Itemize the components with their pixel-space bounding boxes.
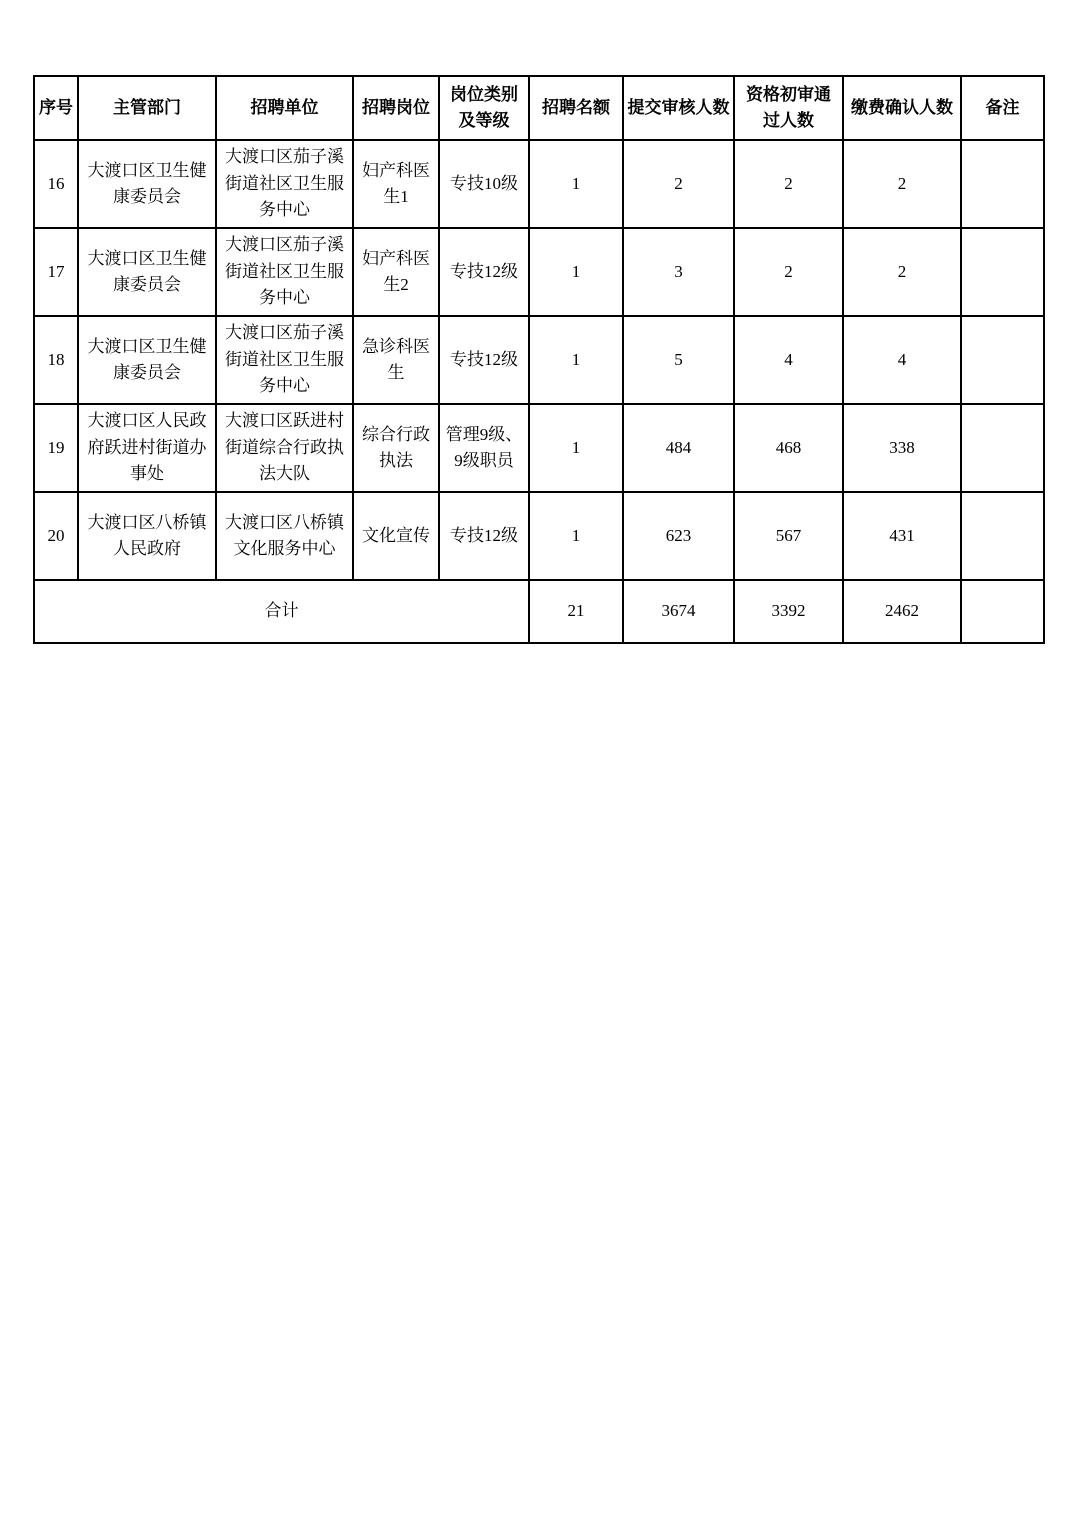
col-header-supervising-department: 主管部门	[78, 76, 216, 140]
cell-supervising-department: 大渡口区人民政府跃进村街道办事处	[78, 404, 216, 492]
cell-preliminary-pass-count: 468	[734, 404, 843, 492]
cell-recruiting-unit: 大渡口区茄子溪街道社区卫生服务中心	[216, 140, 353, 228]
cell-recruiting-post: 综合行政执法	[353, 404, 439, 492]
cell-submitted-count: 2	[623, 140, 734, 228]
recruitment-stats-table	[33, 75, 1045, 644]
cell-submitted-count: 5	[623, 316, 734, 404]
table-row	[34, 492, 1044, 580]
col-header-serial-number: 序号	[34, 76, 78, 140]
col-header-recruiting-post: 招聘岗位	[353, 76, 439, 140]
total-submitted-count: 3674	[623, 580, 734, 643]
cell-recruiting-unit: 大渡口区茄子溪街道社区卫生服务中心	[216, 316, 353, 404]
cell-supervising-department: 大渡口区卫生健康委员会	[78, 316, 216, 404]
cell-payment-confirmed-count: 2	[843, 228, 961, 316]
cell-post-category-grade: 专技12级	[439, 228, 529, 316]
cell-payment-confirmed-count: 431	[843, 492, 961, 580]
cell-recruiting-quota: 1	[529, 404, 623, 492]
cell-recruiting-post: 急诊科医生	[353, 316, 439, 404]
total-row	[34, 580, 1044, 643]
cell-recruiting-post: 妇产科医生1	[353, 140, 439, 228]
cell-preliminary-pass-count: 567	[734, 492, 843, 580]
col-header-recruiting-unit: 招聘单位	[216, 76, 353, 140]
cell-post-category-grade: 专技10级	[439, 140, 529, 228]
cell-submitted-count: 484	[623, 404, 734, 492]
cell-submitted-count: 623	[623, 492, 734, 580]
total-payment-confirmed-count: 2462	[843, 580, 961, 643]
cell-post-category-grade: 专技12级	[439, 492, 529, 580]
table-row	[34, 140, 1044, 228]
cell-preliminary-pass-count: 2	[734, 140, 843, 228]
cell-payment-confirmed-count: 4	[843, 316, 961, 404]
cell-remarks	[961, 492, 1044, 580]
cell-recruiting-quota: 1	[529, 316, 623, 404]
cell-recruiting-unit: 大渡口区茄子溪街道社区卫生服务中心	[216, 228, 353, 316]
total-recruiting-quota: 21	[529, 580, 623, 643]
col-header-submitted-count: 提交审核人数	[623, 76, 734, 140]
col-header-recruiting-quota: 招聘名额	[529, 76, 623, 140]
cell-recruiting-post: 文化宣传	[353, 492, 439, 580]
cell-recruiting-quota: 1	[529, 492, 623, 580]
table-row	[34, 316, 1044, 404]
cell-serial-number: 20	[34, 492, 78, 580]
cell-recruiting-post: 妇产科医生2	[353, 228, 439, 316]
cell-serial-number: 16	[34, 140, 78, 228]
cell-payment-confirmed-count: 338	[843, 404, 961, 492]
cell-preliminary-pass-count: 4	[734, 316, 843, 404]
cell-serial-number: 18	[34, 316, 78, 404]
cell-recruiting-quota: 1	[529, 228, 623, 316]
table-row	[34, 228, 1044, 316]
cell-payment-confirmed-count: 2	[843, 140, 961, 228]
cell-remarks	[961, 404, 1044, 492]
cell-remarks	[961, 140, 1044, 228]
cell-recruiting-unit: 大渡口区八桥镇文化服务中心	[216, 492, 353, 580]
cell-submitted-count: 3	[623, 228, 734, 316]
table-row	[34, 404, 1044, 492]
header-row	[34, 76, 1044, 140]
cell-serial-number: 19	[34, 404, 78, 492]
col-header-payment-confirmed-count: 缴费确认人数	[843, 76, 961, 140]
cell-recruiting-quota: 1	[529, 140, 623, 228]
cell-post-category-grade: 专技12级	[439, 316, 529, 404]
col-header-preliminary-pass-count: 资格初审通过人数	[734, 76, 843, 140]
col-header-remarks: 备注	[961, 76, 1044, 140]
cell-supervising-department: 大渡口区卫生健康委员会	[78, 140, 216, 228]
col-header-post-category-grade: 岗位类别及等级	[439, 76, 529, 140]
cell-post-category-grade: 管理9级、9级职员	[439, 404, 529, 492]
cell-preliminary-pass-count: 2	[734, 228, 843, 316]
cell-remarks	[961, 228, 1044, 316]
cell-recruiting-unit: 大渡口区跃进村街道综合行政执法大队	[216, 404, 353, 492]
cell-serial-number: 17	[34, 228, 78, 316]
cell-supervising-department: 大渡口区八桥镇人民政府	[78, 492, 216, 580]
cell-remarks	[961, 316, 1044, 404]
total-preliminary-pass-count: 3392	[734, 580, 843, 643]
cell-supervising-department: 大渡口区卫生健康委员会	[78, 228, 216, 316]
total-remarks	[961, 580, 1044, 643]
total-label-cell: 合计	[34, 580, 529, 643]
